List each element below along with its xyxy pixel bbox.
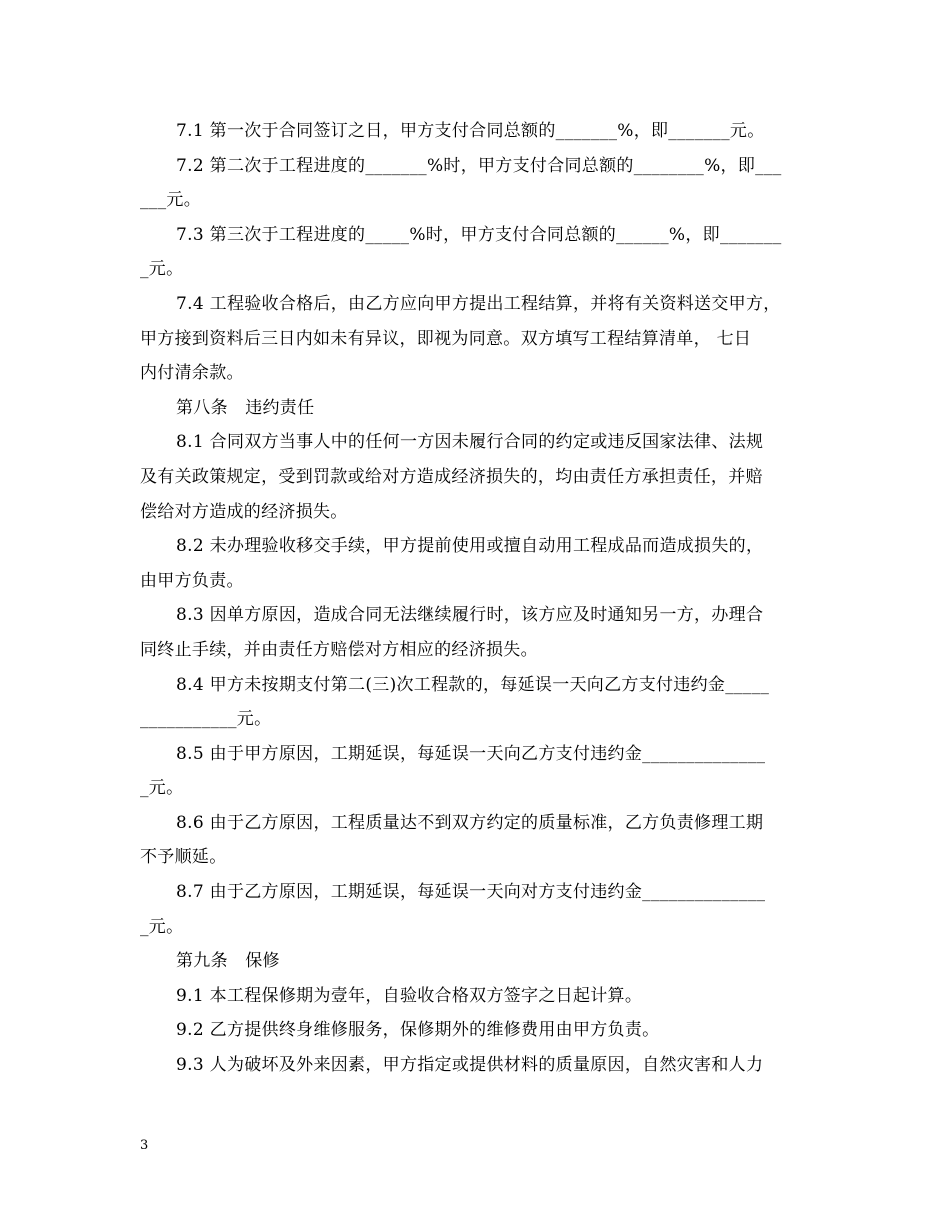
text-line: 甲方接到资料后三日内如未有异议，即视为同意。双方填写工程结算清单， 七日 — [140, 328, 752, 349]
text-line: _元。 — [140, 259, 184, 280]
text-line: 7.3 第三次于工程进度的_____%时，甲方支付合同总额的______%，即_______ — [176, 224, 782, 245]
page-number: 3 — [140, 1138, 149, 1153]
text-line: 由甲方负责。 — [140, 570, 244, 591]
document-body — [140, 114, 812, 1083]
text-line: 9.1 本工程保修期为壹年，自验收合格双方签字之日起计算。 — [176, 985, 643, 1006]
text-line: ___________元。 — [140, 709, 272, 730]
text-line: 8.5 由于甲方原因，工期延误，每延误一天向乙方支付违约金______________ — [176, 743, 766, 764]
text-line: 偿给对方造成的经济损失。 — [140, 501, 348, 522]
text-line: 8.2 未办理验收移交手续，甲方提前使用或擅自动用工程成品而造成损失的， — [176, 536, 764, 557]
text-line: 第九条 保修 — [176, 951, 280, 972]
text-line: 9.3 人为破坏及外来因素，甲方指定或提供材料的质量原因，自然灾害和人力 — [176, 1055, 764, 1076]
text-line: 第八条 违约责任 — [176, 397, 315, 418]
text-line: 不予顺延。 — [140, 847, 227, 868]
text-line: ___元。 — [140, 190, 201, 211]
text-line: 7.1 第一次于合同签订之日，甲方支付合同总额的_______%，即_______元。 — [176, 121, 765, 141]
text-line: 8.6 由于乙方原因，工程质量达不到双方约定的质量标准，乙方负责修理工期 — [176, 812, 764, 833]
text-line: 9.2 乙方提供终身维修服务，保修期外的维修费用由甲方负责。 — [176, 1020, 660, 1041]
text-line: 同终止手续，并由责任方赔偿对方相应的经济损失。 — [140, 639, 538, 660]
text-line: 7.4 工程验收合格后，由乙方应向甲方提出工程结算，并将有关资料送交甲方， — [176, 293, 781, 314]
text-line: _元。 — [140, 916, 184, 937]
text-line: 7.2 第二次于工程进度的_______%时，甲方支付合同总额的________%，即___ — [176, 155, 782, 176]
text-line: 内付清余款。 — [140, 363, 244, 384]
text-line: _元。 — [140, 778, 184, 799]
text-line: 及有关政策规定，受到罚款或给对方造成经济损失的，均由责任方承担责任，并赔 — [140, 466, 763, 487]
text-line: 8.7 由于乙方原因，工期延误，每延误一天向对方支付违约金______________ — [176, 882, 766, 903]
text-line: 8.3 因单方原因，造成合同无法继续履行时，该方应及时通知另一方，办理合 — [176, 605, 764, 626]
text-line: 8.1 合同双方当事人中的任何一方因未履行合同的约定或违反国家法律、法规 — [176, 432, 764, 453]
text-line: 8.4 甲方未按期支付第二(三)次工程款的，每延误一天向乙方支付违约金_____ — [176, 674, 770, 695]
